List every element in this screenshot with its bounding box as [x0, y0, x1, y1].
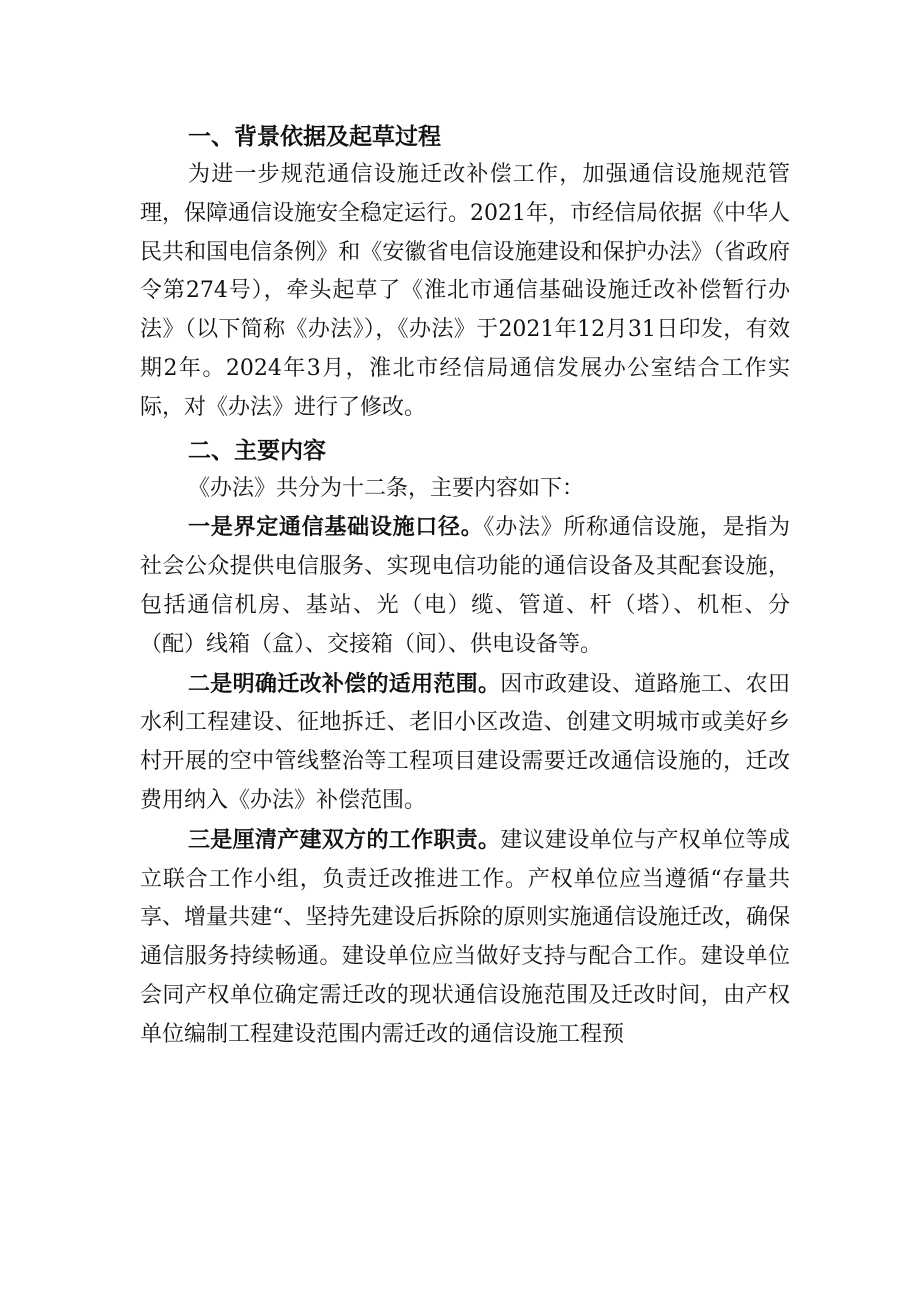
content-item-1-lead: 一是界定通信基础设施口径。: [188, 515, 484, 541]
content-item-2: [140, 666, 790, 821]
section-heading-background: 一、背景依据及起草过程: [188, 124, 441, 150]
main-content-intro: 《办法》共分为十二条，主要内容如下：: [188, 475, 585, 501]
document-body: [140, 118, 790, 1055]
content-item-1: [140, 509, 790, 664]
content-item-2-text: 因市政建设、道路施工、农田水利工程建设、征地拆迁、老旧小区改造、创建文明城市或美好乡村开展的空中管线整治等工程项目建设需要迁改通信设施的，迁改费用纳入《办法》补偿范围。: [140, 671, 790, 813]
section-heading-main-content: 二、主要内容: [188, 437, 326, 464]
content-item-3: [140, 822, 790, 1055]
content-item-1-text: 《办法》所称通信设施，是指为社会公众提供电信服务、实现电信功能的通信设备及其配套设施，包括通信机房、基站、光（电）缆、管道、杆（塔）、机柜、分（配）线箱（盒）、交接箱（间）、供电设备等。: [140, 515, 790, 657]
content-item-3-text: 建议建设单位与产权单位等成立联合工作小组，负责迁改推进工作。产权单位应当遵循“存量共享、增量共建“、坚持先建设后拆除的原则实施通信设施迁改，确保通信服务持续畅通。建设单位应当做好支持与配合工作。建设单位会同产权单位确定需迁改的现状通信设施范围及迁改时间，由产权单位编制工程建设范围内需迁改的通信设施工程预: [140, 827, 790, 1047]
content-item-3-lead: 三是厘清产建双方的工作职责。: [188, 827, 501, 853]
background-paragraph: 为进一步规范通信设施迁改补偿工作，加强通信设施规范管理，保障通信设施安全稳定运行。2021年，市经信局依据《中华人民共和国电信条例》和《安徽省电信设施建设和保护办法》（省政府令第274号），牵头起草了《淮北市通信基础设施迁改补偿暂行办法》（以下简称《办法》），《办法》于2021年12月31日印发，有效期2年。2024年3月，淮北市经信局通信发展办公室结合工作实际，对《办法》进行了修改。: [140, 162, 790, 420]
content-item-2-lead: 二是明确迁改补偿的适用范围。: [188, 671, 501, 697]
